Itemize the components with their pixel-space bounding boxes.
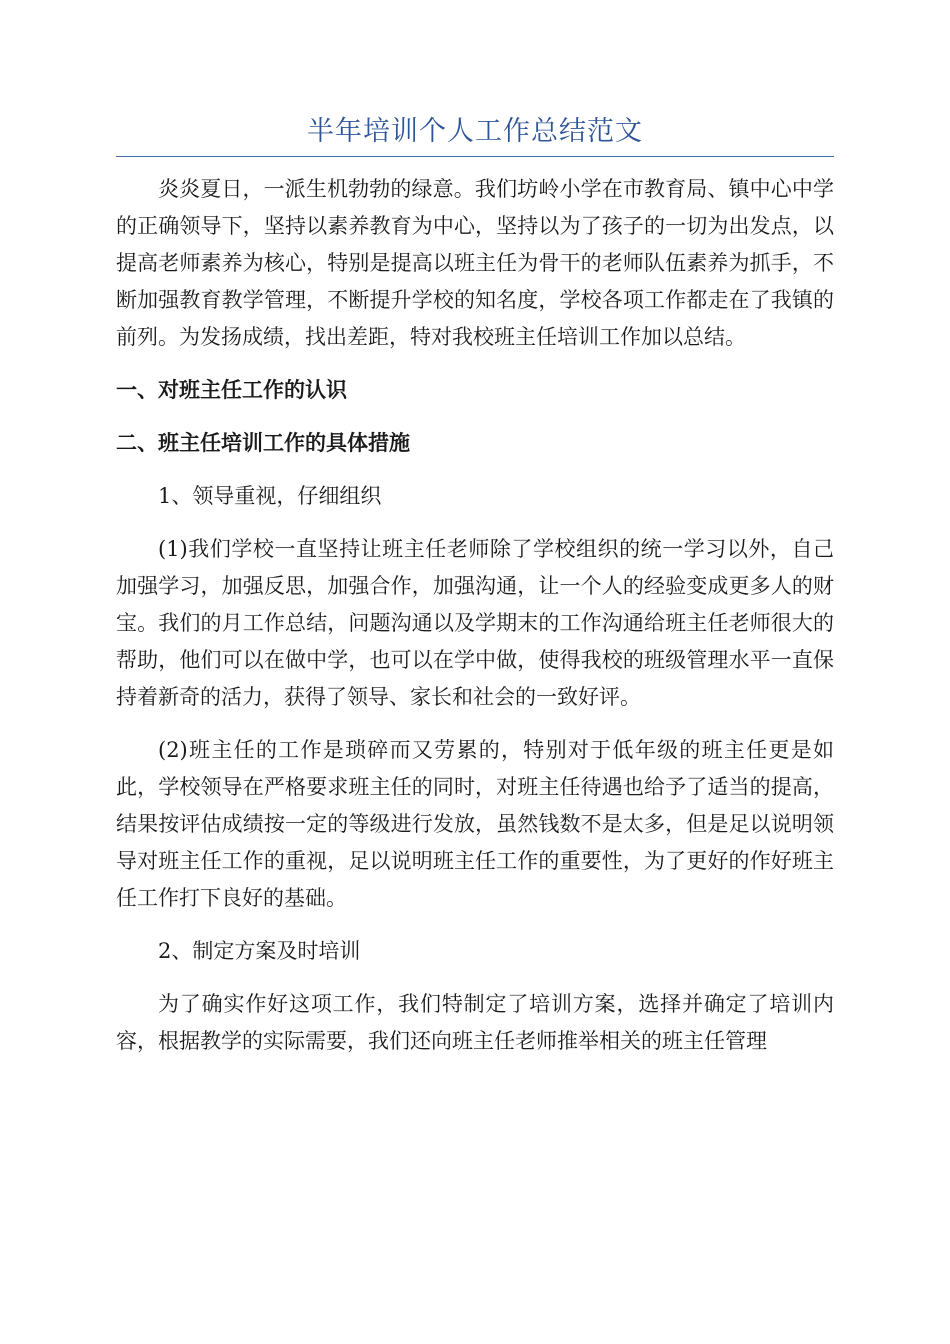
document-title: 半年培训个人工作总结范文 — [307, 116, 643, 147]
document-body — [116, 171, 834, 1076]
subheading-1: 1、领导重视，仔细组织 — [158, 484, 382, 508]
intro-paragraph: 炎炎夏日，一派生机勃勃的绿意。我们坊岭小学在市教育局、镇中心中学的正确领导下，坚持以素养教育为中心，坚持以为了孩子的一切为出发点，以提高老师素养为核心，特别是提高以班主任为骨干的老师队伍素养为抓手，不断加强教育教学管理，不断提升学校的知名度，学校各项工作都走在了我镇的前列。为发扬成绩，找出差距，特对我校班主任培训工作加以总结。 — [116, 177, 834, 349]
paragraph-2: (2)班主任的工作是琐碎而又劳累的，特别对于低年级的班主任更是如此，学校领导在严格要求班主任的同时，对班主任待遇也给予了适当的提高，结果按评估成绩按一定的等级进行发放，虽然钱数不是太多，但是足以说明领导对班主任工作的重视，足以说明班主任工作的重要性，为了更好的作好班主任工作打下良好的基础。 — [116, 738, 834, 910]
section-heading-2: 二、班主任培训工作的具体措施 — [116, 431, 410, 455]
title-block — [116, 112, 834, 157]
paragraph-3: 为了确实作好这项工作，我们特制定了培训方案，选择并确定了培训内容，根据教学的实际需要，我们还向班主任老师推举相关的班主任管理 — [116, 992, 834, 1053]
section-heading-1: 一、对班主任工作的认识 — [116, 378, 347, 402]
paragraph-1: (1)我们学校一直坚持让班主任老师除了学校组织的统一学习以外，自己加强学习，加强反思，加强合作，加强沟通，让一个人的经验变成更多人的财宝。我们的月工作总结，问题沟通以及学期末的工作沟通给班主任老师很大的帮助，他们可以在做中学，也可以在学中做，使得我校的班级管理水平一直保持着新奇的活力，获得了领导、家长和社会的一致好评。 — [116, 537, 834, 709]
subheading-2: 2、制定方案及时培训 — [158, 939, 361, 963]
